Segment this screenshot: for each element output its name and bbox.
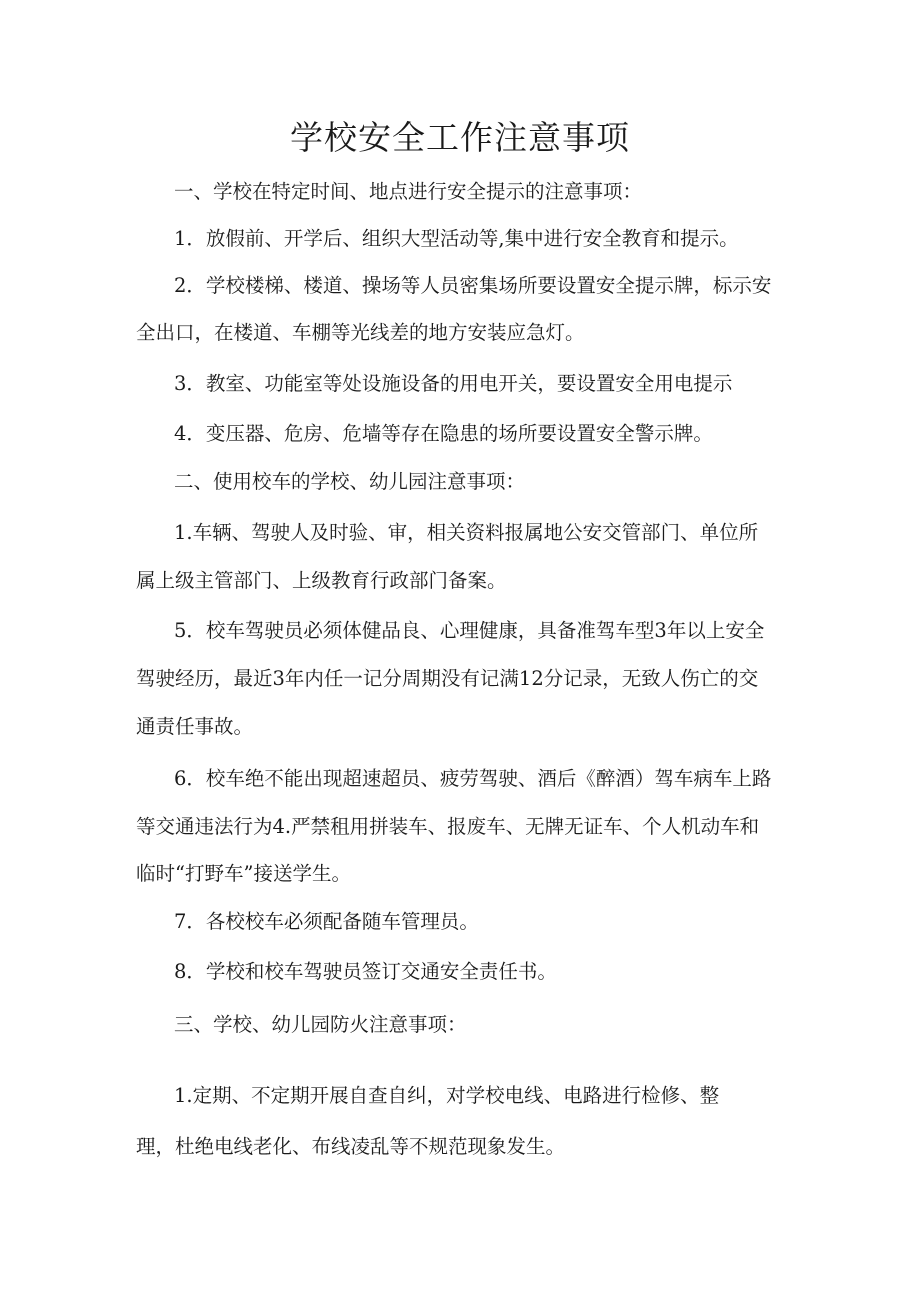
section-heading-3: 三、学校、幼儿园防火注意事项：	[174, 1013, 467, 1036]
paragraph-line: 8．学校和校车驾驶员签订交通安全责任书。	[174, 960, 557, 983]
paragraph-line: 通责任事故。	[136, 715, 254, 738]
paragraph-line: 6．校车绝不能出现超速超员、疲劳驾驶、酒后《醉酒）驾车病车上路	[174, 767, 772, 790]
paragraph-line: 1.车辆、驾驶人及时验、审，相关资料报属地公安交管部门、单位所	[174, 521, 759, 544]
paragraph-line: 1．放假前、开学后、组织大型活动等,集中进行安全教育和提示。	[174, 227, 739, 250]
paragraph-line: 属上级主管部门、上级教育行政部门备案。	[136, 569, 507, 592]
paragraph-line: 1.定期、不定期开展自查自纠，对学校电线、电路进行检修、整	[174, 1084, 720, 1107]
paragraph-line: 驾驶经历，最近3年内任一记分周期没有记满12分记录，无致人伤亡的交	[136, 667, 759, 690]
paragraph-line: 4．变压器、危房、危墙等存在隐患的场所要设置安全警示牌。	[174, 422, 713, 445]
paragraph-line: 7．各校校车必须配备随车管理员。	[174, 910, 479, 933]
paragraph-line: 2．学校楼梯、楼道、操场等人员密集场所要设置安全提示牌，标示安	[174, 274, 772, 297]
section-heading-2: 二、使用校车的学校、幼儿园注意事项：	[174, 470, 526, 493]
paragraph-line: 临时“打野车”接送学生。	[136, 862, 351, 885]
paragraph-line: 3．教室、功能室等处设施设备的用电开关，要设置安全用电提示	[174, 372, 733, 395]
section-heading-1: 一、学校在特定时间、地点进行安全提示的注意事项：	[174, 180, 643, 203]
paragraph-line: 理，杜绝电线老化、布线凌乱等不规范现象发生。	[136, 1135, 566, 1158]
document-title: 学校安全工作注意事项	[290, 118, 630, 157]
paragraph-line: 5．校车驾驶员必须体健品良、心理健康，具备准驾车型3年以上安全	[174, 619, 765, 642]
paragraph-line: 全出口，在楼道、车棚等光线差的地方安装应急灯。	[136, 321, 585, 344]
paragraph-line: 等交通违法行为4.严禁租用拼装车、报废车、无牌无证车、个人机动车和	[136, 815, 760, 838]
